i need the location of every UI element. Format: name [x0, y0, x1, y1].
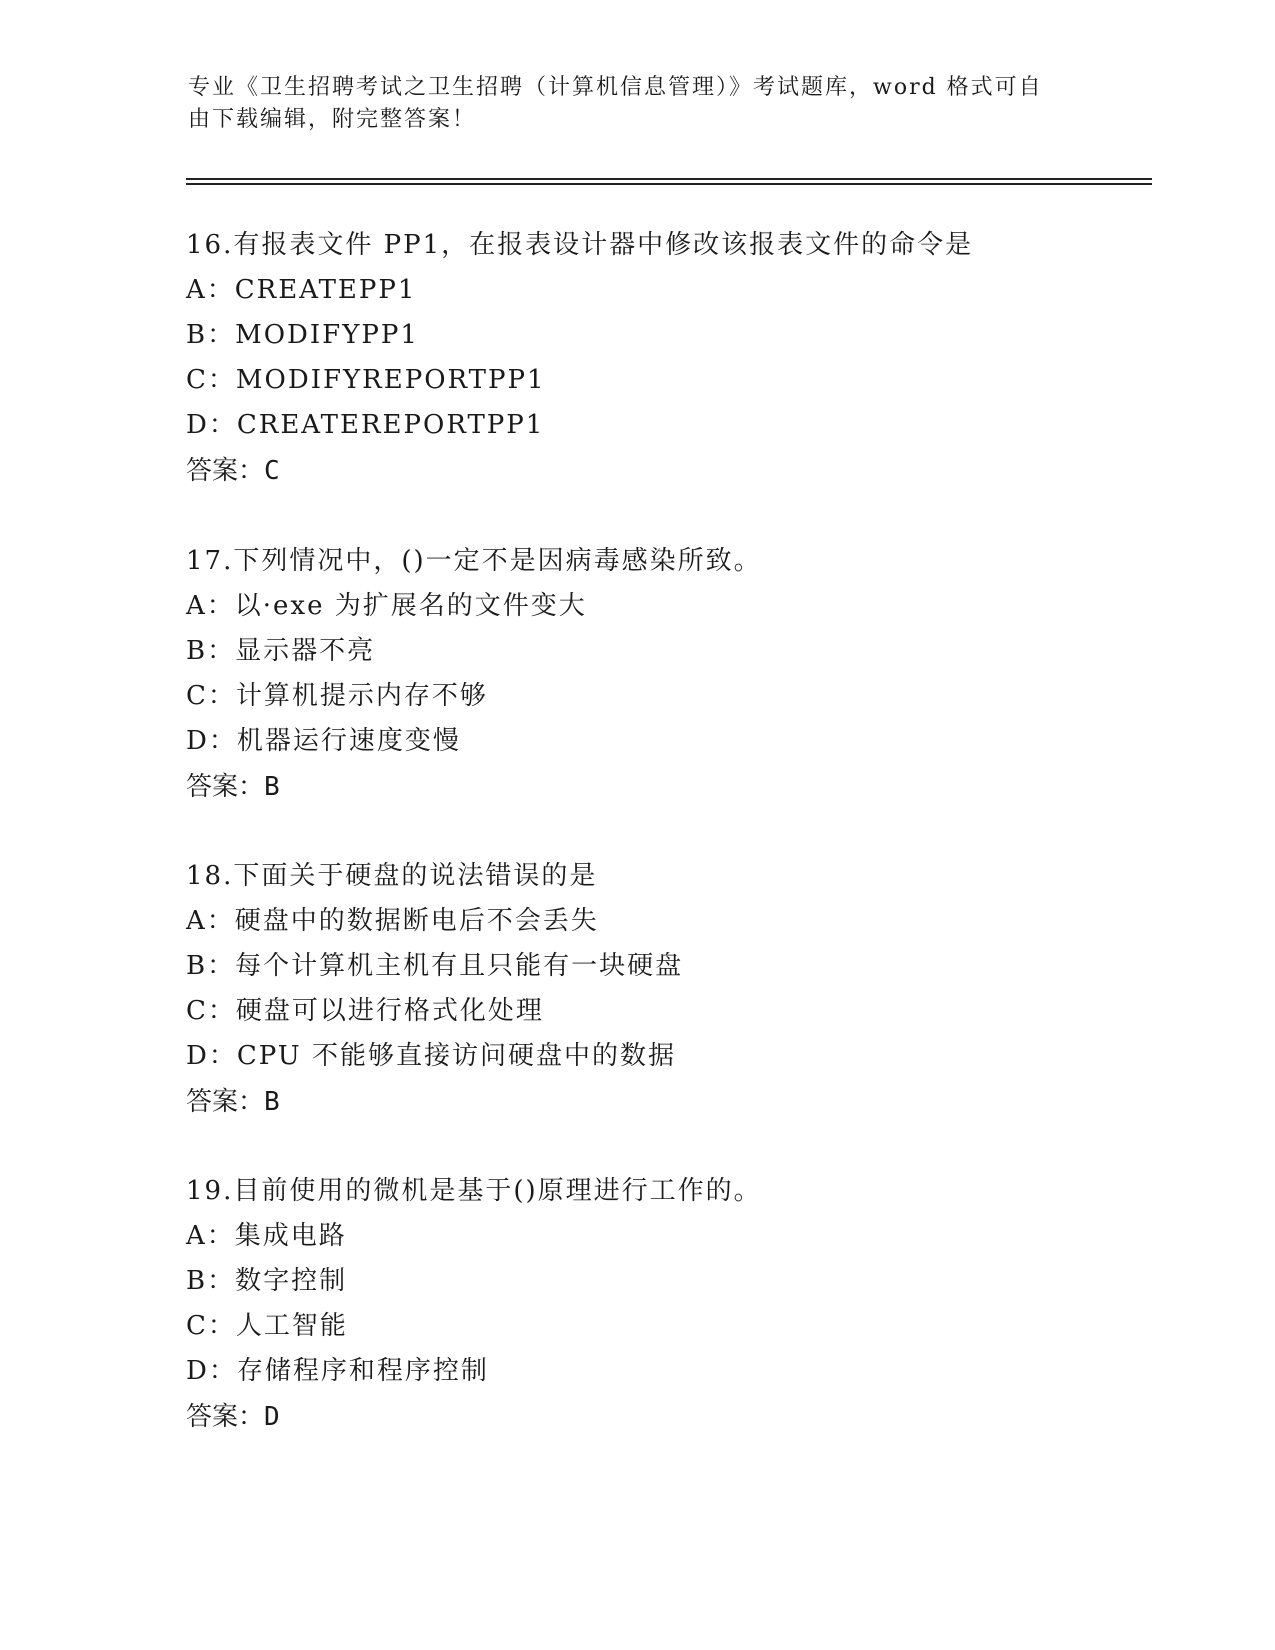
- option-a: [186, 268, 1166, 313]
- option-d: [186, 403, 1166, 448]
- header-divider-top: [186, 178, 1152, 180]
- question-stem: 17.下列情况中，()一定不是因病毒感染所致。: [186, 546, 762, 576]
- question-stem: 16.有报表文件 PP1，在报表设计器中修改该报表文件的命令是: [186, 230, 974, 260]
- option-key: D：: [186, 410, 237, 440]
- option-key: C：: [186, 681, 236, 711]
- option-key: D：: [186, 726, 237, 756]
- option-text: 显示器不亮: [235, 636, 376, 666]
- option-text: 人工智能: [235, 1311, 348, 1341]
- option-a: [186, 899, 1166, 944]
- option-key: A：: [186, 591, 235, 621]
- option-text: 硬盘可以进行格式化处理: [235, 996, 544, 1026]
- question-stem: 18.下面关于硬盘的说法错误的是: [186, 861, 598, 891]
- option-key: B：: [186, 320, 236, 350]
- option-text: CPU 不能够直接访问硬盘中的数据: [236, 1041, 676, 1071]
- option-c: [186, 358, 1166, 403]
- option-text: 集成电路: [234, 1221, 347, 1251]
- answer-line: 答案：B: [186, 1087, 280, 1117]
- header-divider-bottom: [186, 183, 1152, 185]
- option-text: MODIFYPP1: [235, 320, 419, 350]
- document-header: [188, 72, 1068, 136]
- option-b: [186, 1259, 1166, 1304]
- option-d: [186, 1349, 1166, 1394]
- option-c: [186, 674, 1166, 719]
- question-stem: 19.目前使用的微机是基于()原理进行工作的。: [186, 1176, 762, 1206]
- option-a: [186, 1214, 1166, 1259]
- option-c: [186, 989, 1166, 1034]
- option-key: D：: [186, 1041, 237, 1071]
- option-a: [186, 584, 1166, 629]
- option-key: B：: [186, 636, 236, 666]
- option-text: CREATEPP1: [234, 275, 417, 305]
- option-text: 计算机提示内存不够: [235, 681, 488, 711]
- header-line-2: 由下载编辑，附完整答案！: [188, 107, 477, 132]
- answer-line: 答案：D: [186, 1402, 280, 1432]
- option-key: B：: [186, 1266, 236, 1296]
- option-key: C：: [186, 996, 236, 1026]
- option-text: 存储程序和程序控制: [236, 1356, 489, 1386]
- header-line-1: 专业《卫生招聘考试之卫生招聘（计算机信息管理）》考试题库，word 格式可自: [188, 75, 1043, 100]
- option-text: 机器运行速度变慢: [236, 726, 461, 756]
- option-text: CREATEREPORTPP1: [236, 410, 545, 440]
- option-b: [186, 944, 1166, 989]
- option-text: 以·exe 为扩展名的文件变大: [234, 591, 587, 621]
- option-text: MODIFYREPORTPP1: [235, 365, 546, 395]
- option-key: A：: [186, 275, 235, 305]
- question-17: [186, 538, 1166, 810]
- option-c: [186, 1304, 1166, 1349]
- option-key: C：: [186, 1311, 236, 1341]
- answer-line: 答案：B: [186, 772, 280, 802]
- option-key: B：: [186, 951, 236, 981]
- option-text: 数字控制: [235, 1266, 348, 1296]
- option-key: A：: [186, 906, 235, 936]
- option-key: C：: [186, 365, 236, 395]
- option-text: 硬盘中的数据断电后不会丢失: [234, 906, 599, 936]
- answer-line: 答案：C: [186, 456, 280, 486]
- option-b: [186, 313, 1166, 358]
- option-b: [186, 629, 1166, 674]
- option-text: 每个计算机主机有且只能有一块硬盘: [235, 951, 684, 981]
- option-key: D：: [186, 1356, 237, 1386]
- option-d: [186, 719, 1166, 764]
- option-d: [186, 1034, 1166, 1079]
- question-18: [186, 853, 1166, 1125]
- option-key: A：: [186, 1221, 235, 1251]
- question-19: [186, 1168, 1166, 1440]
- question-16: [186, 222, 1166, 494]
